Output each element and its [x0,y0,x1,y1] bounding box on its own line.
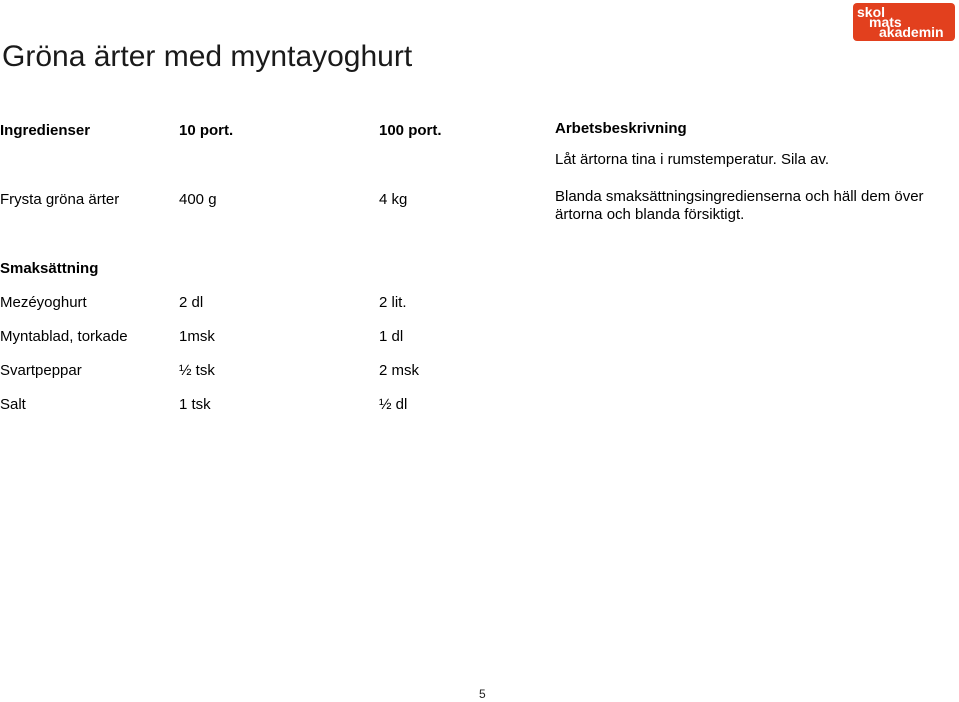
instruction-step: Blanda smaksättningsingredienserna och häll dem över ärtorna och blanda försiktigt. [555,188,924,223]
portions-10-header: 10 port. [179,122,234,139]
seasoning-name: Svartpeppar [0,362,82,379]
seasoning-quantity-100: 1 dl [379,328,404,345]
seasoning-name: Mezéyoghurt [0,294,87,311]
seasoning-quantity-100: 2 lit. [379,294,407,311]
seasoning-quantity-10: 1msk [179,328,215,345]
portions-100-header: 100 port. [379,122,442,139]
ingredient-name: Frysta gröna ärter [0,191,120,208]
page-number: 5 [479,687,486,701]
seasoning-quantity-10: 2 dl [179,294,204,311]
logo-line-2: mats [869,14,902,30]
seasoning-name: Salt [0,396,26,413]
instructions-header: Arbetsbeskrivning [555,120,687,137]
seasoning-quantity-100: 2 msk [379,362,420,379]
ingredient-quantity-10: 400 g [179,191,217,208]
logo-line-3: akademin [879,24,944,40]
logo-line-1: skol [857,4,886,20]
skolmatsakademin-logo [853,3,955,41]
seasoning-quantity-10: ½ tsk [179,362,215,379]
seasoning-quantity-100: ½ dl [379,396,408,413]
page-title: Gröna ärter med myntayoghurt [2,40,413,73]
ingredient-quantity-100: 4 kg [379,191,408,208]
seasoning-name: Myntablad, torkade [0,328,128,345]
seasoning-header: Smaksättning [0,260,99,277]
seasoning-quantity-10: 1 tsk [179,396,211,413]
ingredients-header: Ingredienser [0,122,91,139]
instruction-step: Låt ärtorna tina i rumstemperatur. Sila av. [555,151,830,168]
